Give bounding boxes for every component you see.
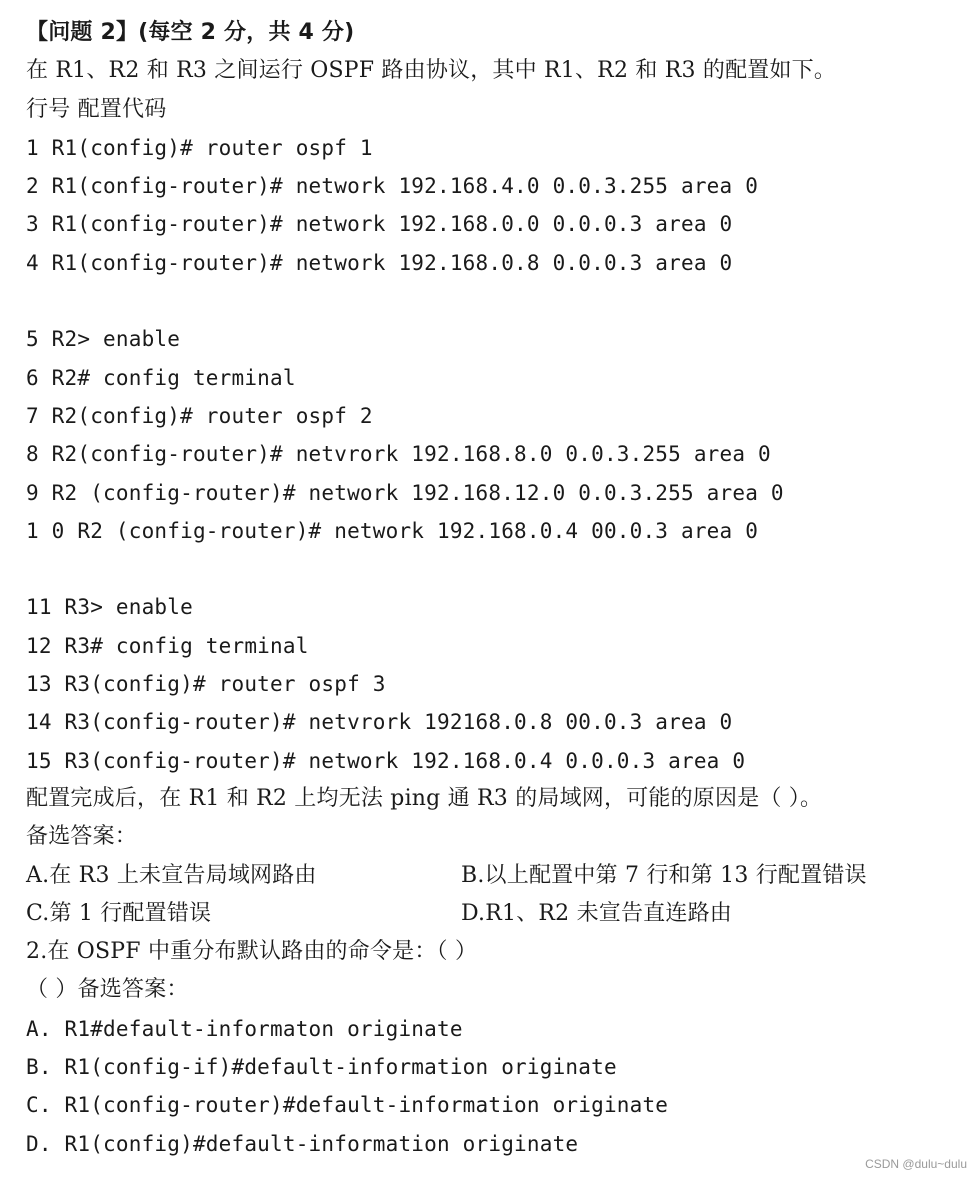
- code-line: 15 R3(config-router)# network 192.168.0.4 0.0.0.3 area 0: [26, 748, 746, 773]
- code-line: 6 R2# config terminal: [26, 365, 296, 390]
- code-line: 4 R1(config-router)# network 192.168.0.8 0.0.0.3 area 0: [26, 250, 733, 275]
- spacer: [26, 282, 966, 320]
- option-b: B.以上配置中第 7 行和第 13 行配置错误: [461, 862, 867, 888]
- code-line: 5 R2> enable: [26, 327, 181, 352]
- code-line: 1 R1(config)# router ospf 1: [26, 135, 373, 160]
- code-line: 7 R2(config)# router ospf 2: [26, 403, 373, 428]
- answers-label: （ ）备选答案：: [26, 977, 189, 1003]
- code-line: 2 R1(config-router)# network 192.168.4.0 0.0.3.255 area 0: [26, 174, 759, 199]
- table-header: 行号 配置代码: [26, 96, 167, 122]
- question-2-text: 2.在 OSPF 中重分布默认路由的命令是：（ ）: [26, 939, 478, 965]
- option-a: A.在 R3 上未宣告局域网路由: [26, 862, 317, 888]
- question-1-text: 配置完成后，在 R1 和 R2 上均无法 ping 通 R3 的局域网，可能的原因是（ ）。: [26, 785, 823, 811]
- code-line: 13 R3(config)# router ospf 3: [26, 672, 386, 697]
- code-line: 8 R2(config-router)# netvrork 192.168.8.0 0.0.3.255 area 0: [26, 442, 771, 467]
- question-heading: 【问题 2】(每空 2 分，共 4 分): [26, 20, 355, 45]
- code-line: 12 R3# config terminal: [26, 633, 309, 658]
- option-d: D.R1、R2 未宣告直连路由: [461, 900, 732, 926]
- code-line: 1 0 R2 (config-router)# network 192.168.0.4 00.0.3 area 0: [26, 518, 759, 543]
- spacer: [26, 550, 966, 588]
- r3-config-block: [26, 588, 966, 779]
- option-a: A. R1#default-informaton originate: [26, 1016, 463, 1041]
- code-line: 3 R1(config-router)# network 192.168.0.0 0.0.0.3 area 0: [26, 212, 733, 237]
- r1-config-block: [26, 129, 966, 282]
- option-b: B. R1(config-if)#default-information originate: [26, 1055, 617, 1080]
- answers-label: 备选答案：: [26, 824, 138, 850]
- code-line: 14 R3(config-router)# netvrork 192168.0.8 00.0.3 area 0: [26, 710, 733, 735]
- question-intro: 在 R1、R2 和 R3 之间运行 OSPF 路由协议，其中 R1、R2 和 R3 的配置如下。: [26, 58, 837, 84]
- option-d: D. R1(config)#default-information originate: [26, 1131, 579, 1156]
- r2-config-block: [26, 320, 966, 550]
- options-row: [26, 857, 966, 895]
- code-line: 11 R3> enable: [26, 595, 193, 620]
- options-row: [26, 895, 966, 933]
- option-c: C.第 1 行配置错误: [26, 900, 212, 926]
- option-c: C. R1(config-router)#default-information originate: [26, 1093, 669, 1118]
- code-line: 9 R2 (config-router)# network 192.168.12.0 0.0.3.255 area 0: [26, 480, 784, 505]
- watermark: CSDN @dulu~dulu: [865, 1157, 967, 1171]
- document-body: [26, 14, 966, 1163]
